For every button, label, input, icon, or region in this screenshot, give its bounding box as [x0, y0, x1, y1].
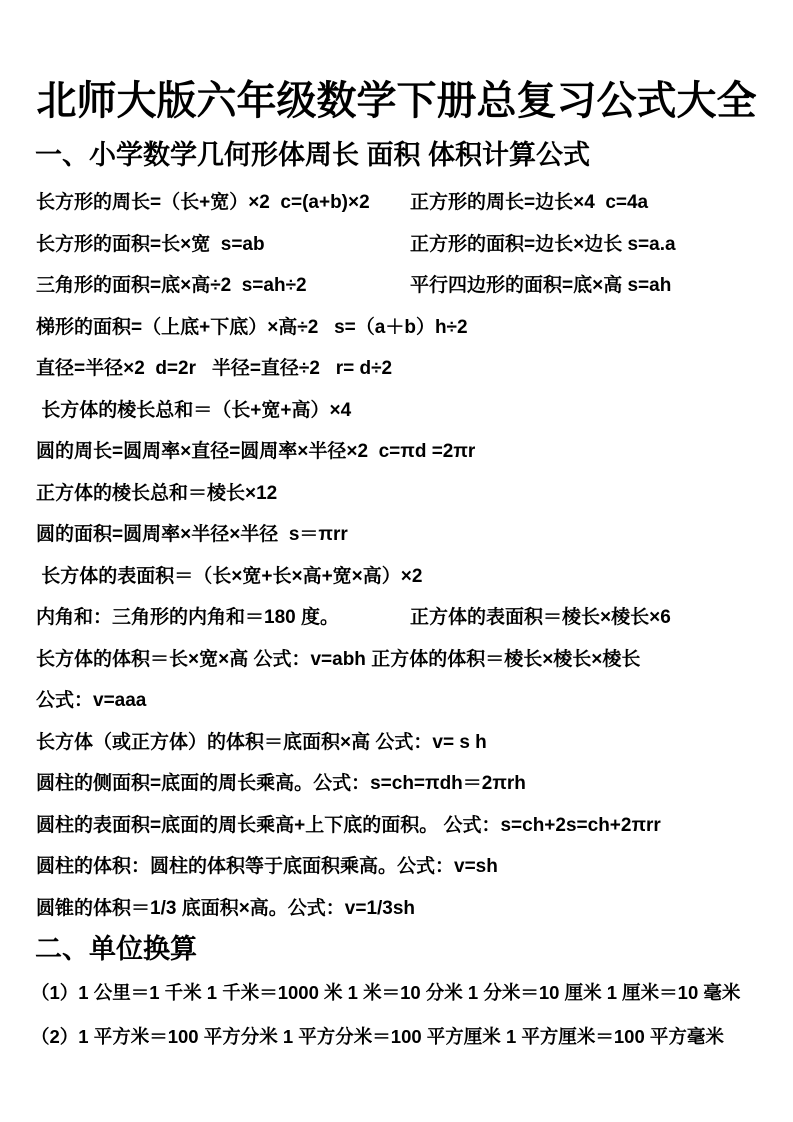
formula-text: 正方体的棱长总和＝棱长×12 — [36, 482, 278, 504]
unit-line: （1）1 公里＝1 千米 1 千米＝1000 米 1 米＝10 分米 1 分米＝10 厘米 1 厘米＝10 毫米 — [31, 982, 741, 1003]
formula-line — [0, 316, 793, 358]
unit-conversion-list — [0, 981, 793, 1069]
formula-text: 公式：v=aaa — [36, 690, 147, 711]
section1-heading: 一、小学数学几何形体周长 面积 体积计算公式 — [35, 140, 591, 170]
formula-text-col2: 正方形的周长=边长×4 c=4a — [410, 192, 649, 213]
formula-line — [0, 357, 793, 399]
unit-line: （2）1 平方米＝100 平方分米 1 平方分米＝100 平方厘米 1 平方厘米＝100 平方毫米 — [31, 1026, 724, 1047]
formula-line — [0, 523, 793, 565]
formula-line — [0, 399, 793, 441]
formula-line — [0, 855, 793, 897]
section2-heading: 二、单位换算 — [35, 934, 197, 964]
formula-text-col2: 正方形的面积=边长×边长 s=a.a — [410, 233, 676, 255]
formula-line — [0, 482, 793, 524]
formula-line — [0, 274, 793, 316]
formula-text: 圆柱的侧面积=底面的周长乘高。公式：s=ch=πdh＝2πrh — [36, 773, 526, 794]
formula-line — [0, 233, 793, 275]
formula-list — [0, 191, 793, 938]
formula-text: 长方形的周长=（长+宽）×2 c=(a+b)×2 — [36, 192, 370, 213]
formula-line — [0, 731, 793, 773]
formula-text: 圆柱的表面积=底面的周长乘高+上下底的面积。 公式：s=ch+2s=ch+2πrr — [36, 814, 661, 836]
formula-line — [0, 191, 793, 233]
formula-text-col2: 正方体的表面积＝棱长×棱长×6 — [410, 607, 671, 628]
formula-text: 圆柱的体积：圆柱的体积等于底面积乘高。公式：v=sh — [36, 856, 498, 877]
formula-line — [0, 648, 793, 690]
page-title: 北师大版六年级数学下册总复习公式大全 — [36, 78, 757, 123]
formula-line — [0, 440, 793, 482]
formula-text: 长方体的体积＝长×宽×高 公式：v=abh 正方体的体积＝棱长×棱长×棱长 — [36, 648, 641, 670]
formula-text: 圆锥的体积＝1/3 底面积×高。公式：v=1/3sh — [36, 897, 416, 919]
formula-text: 三角形的面积=底×高÷2 s=ah÷2 — [36, 275, 307, 296]
formula-text: 内角和：三角形的内角和＝180 度。 — [36, 607, 339, 628]
formula-text: 长方体的表面积＝（长×宽+长×高+宽×高）×2 — [36, 565, 423, 587]
formula-line — [0, 689, 793, 731]
formula-text: 梯形的面积=（上底+下底）×高÷2 s=（a＋b）h÷2 — [36, 316, 468, 338]
formula-line — [0, 814, 793, 856]
formula-text: 长方形的面积=长×宽 s=ab — [36, 233, 265, 255]
formula-line — [0, 897, 793, 939]
formula-line — [0, 606, 793, 648]
formula-text: 圆的面积=圆周率×半径×半径 s＝πrr — [36, 524, 348, 545]
formula-text: 长方体的棱长总和＝（长+宽+高）×4 — [36, 399, 352, 421]
formula-text: 圆的周长=圆周率×直径=圆周率×半径×2 c=πd =2πr — [36, 441, 476, 462]
formula-text: 长方体（或正方体）的体积＝底面积×高 公式：v= s h — [36, 731, 487, 753]
formula-line — [0, 565, 793, 607]
formula-text: 直径=半径×2 d=2r 半径=直径÷2 r= d÷2 — [36, 358, 393, 379]
formula-text-col2: 平行四边形的面积=底×高 s=ah — [410, 275, 672, 296]
formula-line — [0, 772, 793, 814]
